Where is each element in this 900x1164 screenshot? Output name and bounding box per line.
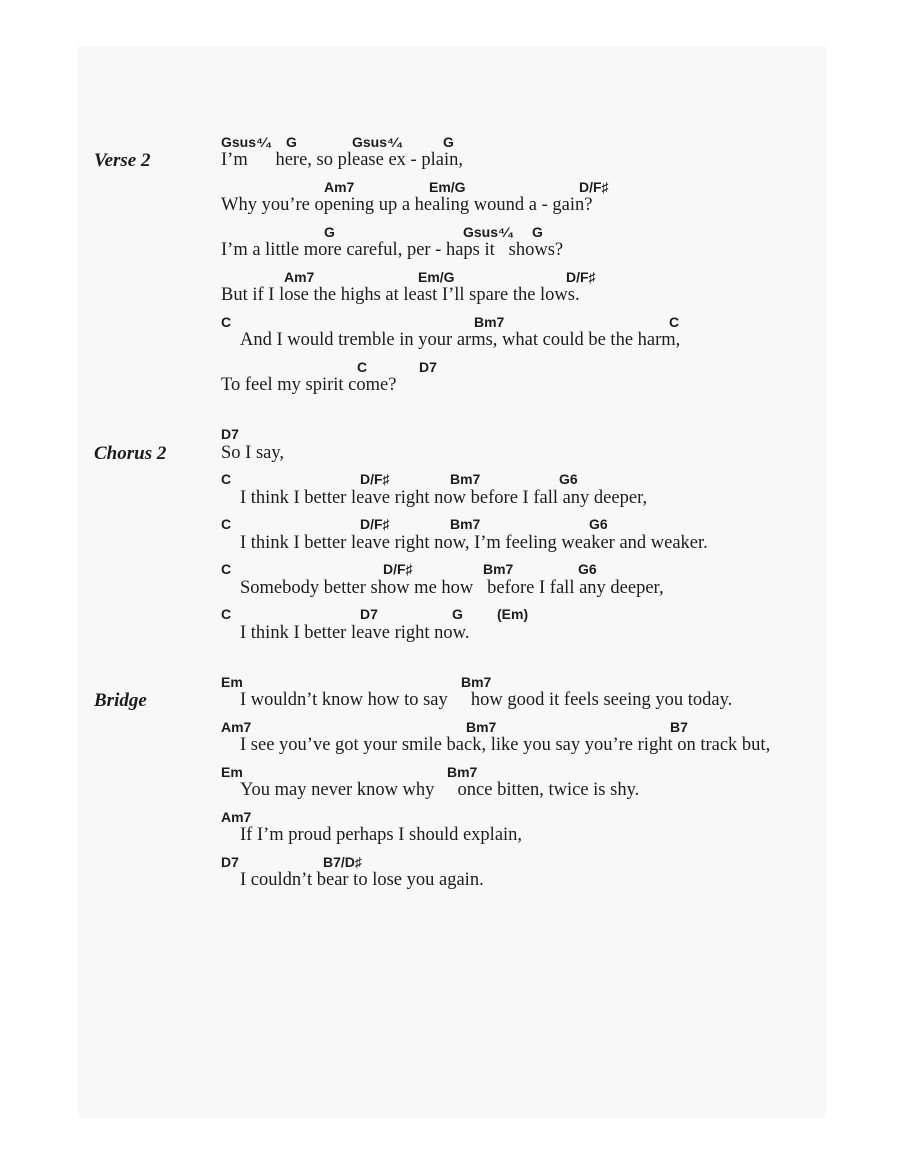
lyric-line: And I would tremble in your arms, what could be the harm, (240, 330, 681, 350)
lyric-line: Why you’re opening up a healing wound a - gain? (221, 195, 593, 215)
chord: Am7 (284, 269, 315, 285)
chord: C (669, 314, 680, 330)
chord: B7/D♯ (323, 854, 362, 870)
chord: G6 (589, 516, 608, 532)
chord: Bm7 (461, 674, 492, 690)
chord: Bm7 (450, 471, 481, 487)
chord: (Em) (497, 606, 529, 622)
chord: G (452, 606, 463, 622)
chord: Em/G (418, 269, 455, 285)
chord: Am7 (221, 809, 252, 825)
chord: B7 (670, 719, 688, 735)
lyric-line: To feel my spirit come? (221, 375, 397, 395)
lyric-line: I wouldn’t know how to say how good it feels seeing you today. (240, 690, 733, 710)
chord: Em (221, 764, 243, 780)
chord: G (443, 134, 454, 150)
chord: C (221, 471, 232, 487)
lyric-line: I couldn’t bear to lose you again. (240, 870, 484, 890)
chord: G (286, 134, 297, 150)
chord: Gsus⁴⁄₄ (463, 224, 514, 240)
chord: D7 (419, 359, 437, 375)
chord: D7 (360, 606, 378, 622)
chord: C (221, 606, 232, 622)
chord: D7 (221, 854, 239, 870)
lyric-line: I think I better leave right now. (240, 623, 470, 643)
lyric-line: I’m here, so please ex - plain, (221, 150, 463, 170)
section-label-chorus-2: Chorus 2 (94, 443, 167, 464)
chord: C (221, 561, 232, 577)
lyric-line: I think I better leave right now, I’m feeling weaker and weaker. (240, 533, 708, 553)
chord: Gsus⁴⁄₄ (352, 134, 403, 150)
chord: Bm7 (447, 764, 478, 780)
chord: Bm7 (450, 516, 481, 532)
chord: D/F♯ (383, 561, 413, 577)
chord: Gsus⁴⁄₄ (221, 134, 272, 150)
lyric-line: So I say, (221, 443, 285, 463)
lyric-line: Somebody better show me how before I fall any deeper, (240, 578, 664, 598)
chord: Bm7 (483, 561, 514, 577)
chord: Am7 (221, 719, 252, 735)
chord: C (221, 314, 232, 330)
chord: Am7 (324, 179, 355, 195)
chord: D/F♯ (566, 269, 596, 285)
chord: C (357, 359, 368, 375)
chord: C (221, 516, 232, 532)
lyric-line: I’m a little more careful, per - haps it shows? (221, 240, 564, 260)
lyric-line: You may never know why once bitten, twice is shy. (240, 780, 640, 800)
chord: G (324, 224, 335, 240)
chord: G6 (559, 471, 578, 487)
lyric-line: But if I lose the highs at least I’ll spare the lows. (221, 285, 580, 305)
lyric-line: I think I better leave right now before I fall any deeper, (240, 488, 648, 508)
chord: Bm7 (466, 719, 497, 735)
section-label-verse-2: Verse 2 (94, 150, 151, 171)
chord: D/F♯ (579, 179, 609, 195)
chord: Em (221, 674, 243, 690)
chord: G (532, 224, 543, 240)
chord: D7 (221, 426, 239, 442)
chord: Bm7 (474, 314, 505, 330)
lyric-line: If I’m proud perhaps I should explain, (240, 825, 523, 845)
chord: Em/G (429, 179, 466, 195)
chord: G6 (578, 561, 597, 577)
chord: D/F♯ (360, 471, 390, 487)
chord: D/F♯ (360, 516, 390, 532)
section-label-bridge: Bridge (94, 690, 147, 711)
lyric-line: I see you’ve got your smile back, like you say you’re right on track but, (240, 735, 771, 755)
